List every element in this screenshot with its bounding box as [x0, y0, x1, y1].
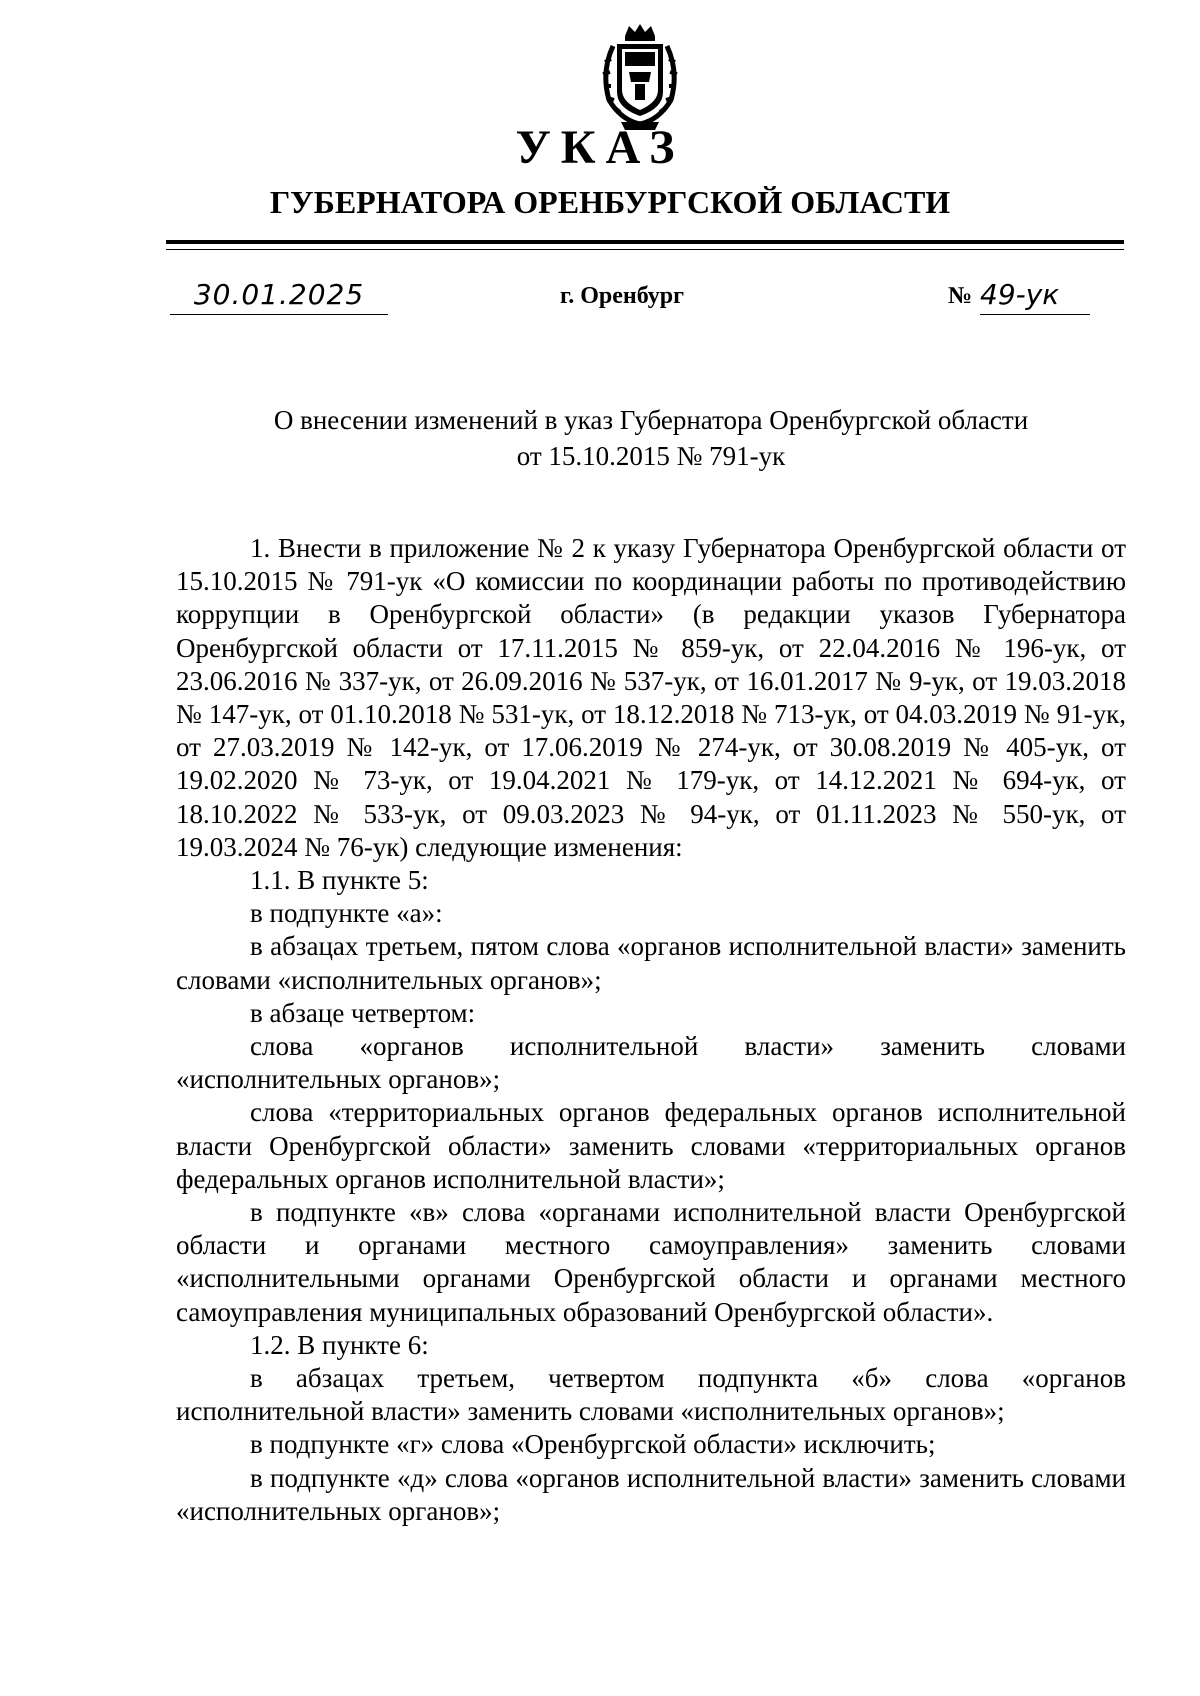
body-paragraph: в абзаце четвертом: — [250, 997, 476, 1028]
body-paragraph: в абзацах третьем, четвертом подпункта «б» слова «органов исполнительной власти» заменить словами «исполнительных органов»; — [176, 1363, 1126, 1427]
decree-date: 30.01.2025 — [193, 278, 365, 311]
body-paragraph: в подпункте «д» слова «органов исполнительной власти» заменить словами «исполнительных органов»; — [176, 1462, 1126, 1526]
coat-of-arms-emblem — [595, 22, 685, 132]
body-paragraph: 1.1. В пункте 5: — [250, 865, 429, 896]
body-paragraph: в подпункте «а»: — [250, 898, 443, 929]
header-divider-thick — [166, 240, 1124, 244]
decree-authority: ГУБЕРНАТОРА ОРЕНБУРГСКОЙ ОБЛАСТИ — [269, 184, 951, 220]
body-paragraph: в подпункте «в» слова «органами исполнительной власти Оренбургской области и органами местного самоуправления» заменить словами «исполнительными органами Оренбургской области и органами местного самоуправления муниципальных образований Оренбургской области». — [176, 1197, 1126, 1327]
subject-line: О внесении изменений в указ Губернатора Оренбургской области — [273, 405, 1029, 435]
decree-number: 49-ук — [980, 278, 1060, 311]
decree-title: УКАЗ — [515, 121, 685, 174]
number-underline — [980, 314, 1090, 315]
decree-body — [176, 532, 1126, 1528]
decree-city: г. Оренбург — [560, 283, 685, 309]
body-paragraph: слова «территориальных органов федеральных органов исполнительной власти Оренбургской области» заменить словами «территориальных органов федеральных органов исполнительной власти»; — [176, 1097, 1126, 1194]
decree-number-label: № — [948, 283, 973, 309]
body-paragraph: 1. Внести в приложение № 2 к указу Губернатора Оренбургской области от 15.10.2015 № 791-ук «О комиссии по координации работы по противодействию коррупции в Оренбургской области» (в редакции указов Губернатора Оренбургской области от 17.11.2015 № 859-ук, от 22.04.2016 № 196-ук, от 23.06.2016 № 337-ук, от 26.09.2016 № 537-ук, от 16.01.2017 № 9-ук, от 19.03.2018 № 147-ук, от 01.10.2018 № 531-ук, от 18.12.2018 № 713-ук, от 04.03.2019 № 91-ук, от 27.03.2019 № 142-ук, от 17.06.2019 № 274-ук, от 30.08.2019 № 405-ук, от 19.02.2020 № 73-ук, от 19.04.2021 № 179-ук, от 14.12.2021 № 694-ук, от 18.10.2022 № 533-ук, от 09.03.2023 № 94-ук, от 01.11.2023 № 550-ук, от 19.03.2024 № 76-ук) следующие изменения: — [176, 533, 1126, 862]
header-divider-thin — [166, 249, 1124, 250]
body-paragraph: 1.2. В пункте 6: — [250, 1329, 429, 1360]
body-paragraph: в абзацах третьем, пятом слова «органов исполнительной власти» заменить словами «исполнительных органов»; — [176, 931, 1126, 995]
body-paragraph: слова «органов исполнительной власти» заменить словами «исполнительных органов»; — [176, 1031, 1126, 1095]
decree-subject — [170, 402, 1132, 474]
date-underline — [170, 314, 388, 315]
subject-line: от 15.10.2015 № 791-ук — [516, 441, 786, 471]
body-paragraph: в подпункте «г» слова «Оренбургской области» исключить; — [250, 1429, 936, 1460]
